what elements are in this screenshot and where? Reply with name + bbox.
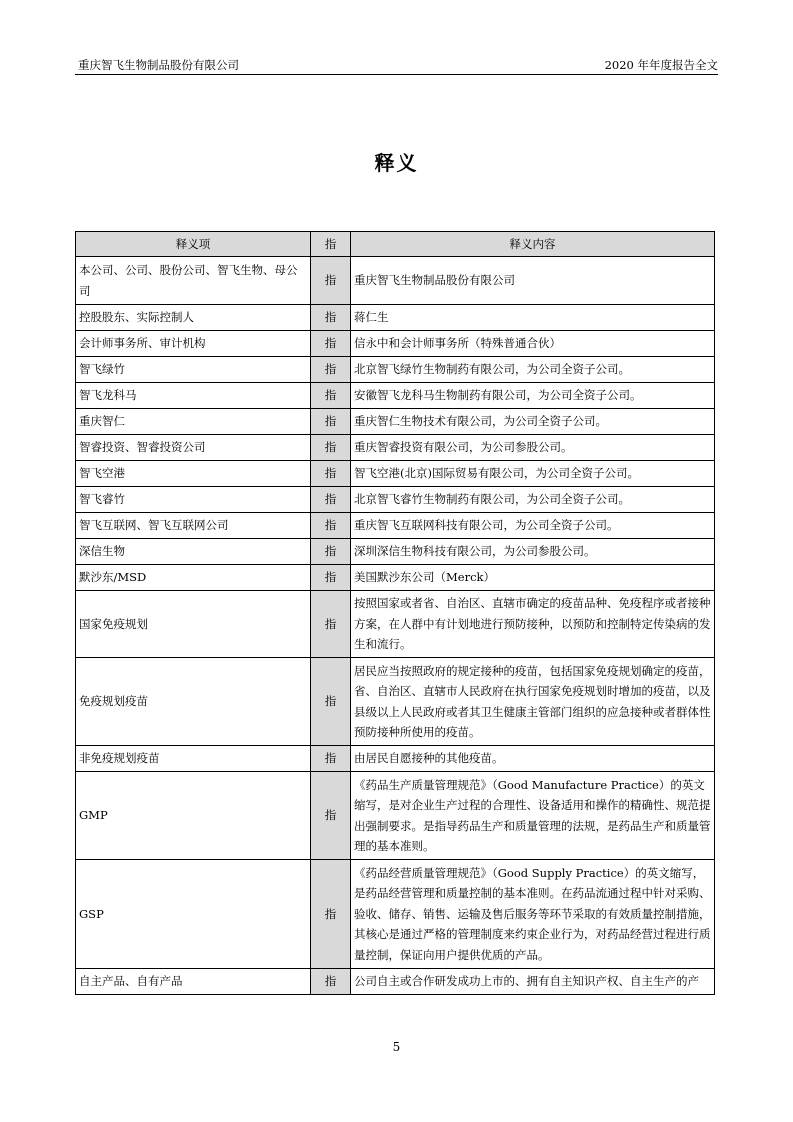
table-row (76, 383, 715, 409)
definition-term: 国家免疫规划 (76, 591, 311, 658)
definition-text: 由居民自愿接种的其他疫苗。 (351, 746, 715, 772)
definition-text: 深圳深信生物科技有限公司，为公司参股公司。 (351, 539, 715, 565)
definition-mark: 指 (311, 565, 351, 591)
definition-term: 本公司、公司、股份公司、智飞生物、母公司 (76, 257, 311, 305)
definition-term: 重庆智仁 (76, 409, 311, 435)
definition-text: 《药品生产质量管理规范》（Good Manufacture Practice）的英文缩写，是对企业生产过程的合理性、设备适用和操作的精确性、规范提出强制要求。是指导药品生产和质量管理的法规，是药品生产和质量管理的基本准则。 (351, 772, 715, 860)
definition-text: 居民应当按照政府的规定接种的疫苗，包括国家免疫规划确定的疫苗，省、自治区、直辖市人民政府在执行国家免疫规划时增加的疫苗，以及县级以上人民政府或者其卫生健康主管部门组织的应急接种或者群体性预防接种所使用的疫苗。 (351, 658, 715, 746)
definition-term: GMP (76, 772, 311, 860)
definition-mark: 指 (311, 591, 351, 658)
table-row (76, 461, 715, 487)
definition-text: 按照国家或者省、自治区、直辖市确定的疫苗品种、免疫程序或者接种方案，在人群中有计划地进行预防接种，以预防和控制特定传染病的发生和流行。 (351, 591, 715, 658)
column-header-term: 释义项 (76, 232, 311, 257)
table-row (76, 969, 715, 995)
definition-term: 智飞互联网、智飞互联网公司 (76, 513, 311, 539)
table-header-row (76, 232, 715, 257)
table-row (76, 591, 715, 658)
definition-text: 重庆智仁生物技术有限公司，为公司全资子公司。 (351, 409, 715, 435)
definition-term: 非免疫规划疫苗 (76, 746, 311, 772)
header-company-name: 重庆智飞生物制品股份有限公司 (78, 58, 239, 72)
definition-text: 《药品经营质量管理规范》（Good Supply Practice）的英文缩写，是药品经营管理和质量控制的基本准则。在药品流通过程中针对采购、验收、储存、销售、运输及售后服务等环节采取的有效质量控制措施，其核心是通过严格的管理制度来约束企业行为，对药品经营过程进行质量控制，保证向用户提供优质的产品。 (351, 860, 715, 969)
definition-term: 智睿投资、智睿投资公司 (76, 435, 311, 461)
definition-mark: 指 (311, 513, 351, 539)
definition-text: 安徽智飞龙科马生物制药有限公司，为公司全资子公司。 (351, 383, 715, 409)
definition-text: 美国默沙东公司（Merck） (351, 565, 715, 591)
page-title: 释义 (374, 151, 419, 175)
definition-mark: 指 (311, 969, 351, 995)
definition-term: 深信生物 (76, 539, 311, 565)
definition-mark: 指 (311, 860, 351, 969)
definition-mark: 指 (311, 357, 351, 383)
definition-text: 蒋仁生 (351, 305, 715, 331)
table-row (76, 513, 715, 539)
definition-mark: 指 (311, 331, 351, 357)
header-divider (75, 74, 718, 75)
definition-mark: 指 (311, 746, 351, 772)
definition-mark: 指 (311, 383, 351, 409)
table-row (76, 257, 715, 305)
definition-mark: 指 (311, 487, 351, 513)
definition-text: 信永中和会计师事务所（特殊普通合伙） (351, 331, 715, 357)
table-row (76, 487, 715, 513)
table-row (76, 357, 715, 383)
definition-mark: 指 (311, 539, 351, 565)
page-number: 5 (392, 1040, 401, 1054)
definition-term: 默沙东/MSD (76, 565, 311, 591)
table-row (76, 435, 715, 461)
definition-term: 会计师事务所、审计机构 (76, 331, 311, 357)
definition-term: 自主产品、自有产品 (76, 969, 311, 995)
definition-term: 智飞空港 (76, 461, 311, 487)
table-row (76, 658, 715, 746)
definitions-table (75, 231, 715, 995)
table-row (76, 860, 715, 969)
table-row (76, 305, 715, 331)
table-row (76, 746, 715, 772)
table-row (76, 772, 715, 860)
definition-mark: 指 (311, 435, 351, 461)
definition-term: 智飞绿竹 (76, 357, 311, 383)
definition-text: 重庆智飞互联网科技有限公司，为公司全资子公司。 (351, 513, 715, 539)
definition-text: 重庆智飞生物制品股份有限公司 (351, 257, 715, 305)
column-header-mark: 指 (311, 232, 351, 257)
definition-text: 北京智飞睿竹生物制药有限公司，为公司全资子公司。 (351, 487, 715, 513)
table-row (76, 331, 715, 357)
definition-term: 智飞睿竹 (76, 487, 311, 513)
definition-text: 智飞空港(北京)国际贸易有限公司，为公司全资子公司。 (351, 461, 715, 487)
definition-term: 控股股东、实际控制人 (76, 305, 311, 331)
definition-mark: 指 (311, 772, 351, 860)
column-header-definition: 释义内容 (351, 232, 715, 257)
definition-mark: 指 (311, 305, 351, 331)
table-row (76, 409, 715, 435)
header-report-title: 2020 年年度报告全文 (604, 58, 718, 72)
definition-mark: 指 (311, 461, 351, 487)
page-header (75, 56, 718, 74)
definition-mark: 指 (311, 658, 351, 746)
table-row (76, 565, 715, 591)
definition-term: GSP (76, 860, 311, 969)
definition-text: 北京智飞绿竹生物制药有限公司，为公司全资子公司。 (351, 357, 715, 383)
definition-term: 免疫规划疫苗 (76, 658, 311, 746)
definition-term: 智飞龙科马 (76, 383, 311, 409)
definition-text: 公司自主或合作研发成功上市的、拥有自主知识产权、自主生产的产 (351, 969, 715, 995)
definition-mark: 指 (311, 409, 351, 435)
definition-mark: 指 (311, 257, 351, 305)
definition-text: 重庆智睿投资有限公司，为公司参股公司。 (351, 435, 715, 461)
table-row (76, 539, 715, 565)
